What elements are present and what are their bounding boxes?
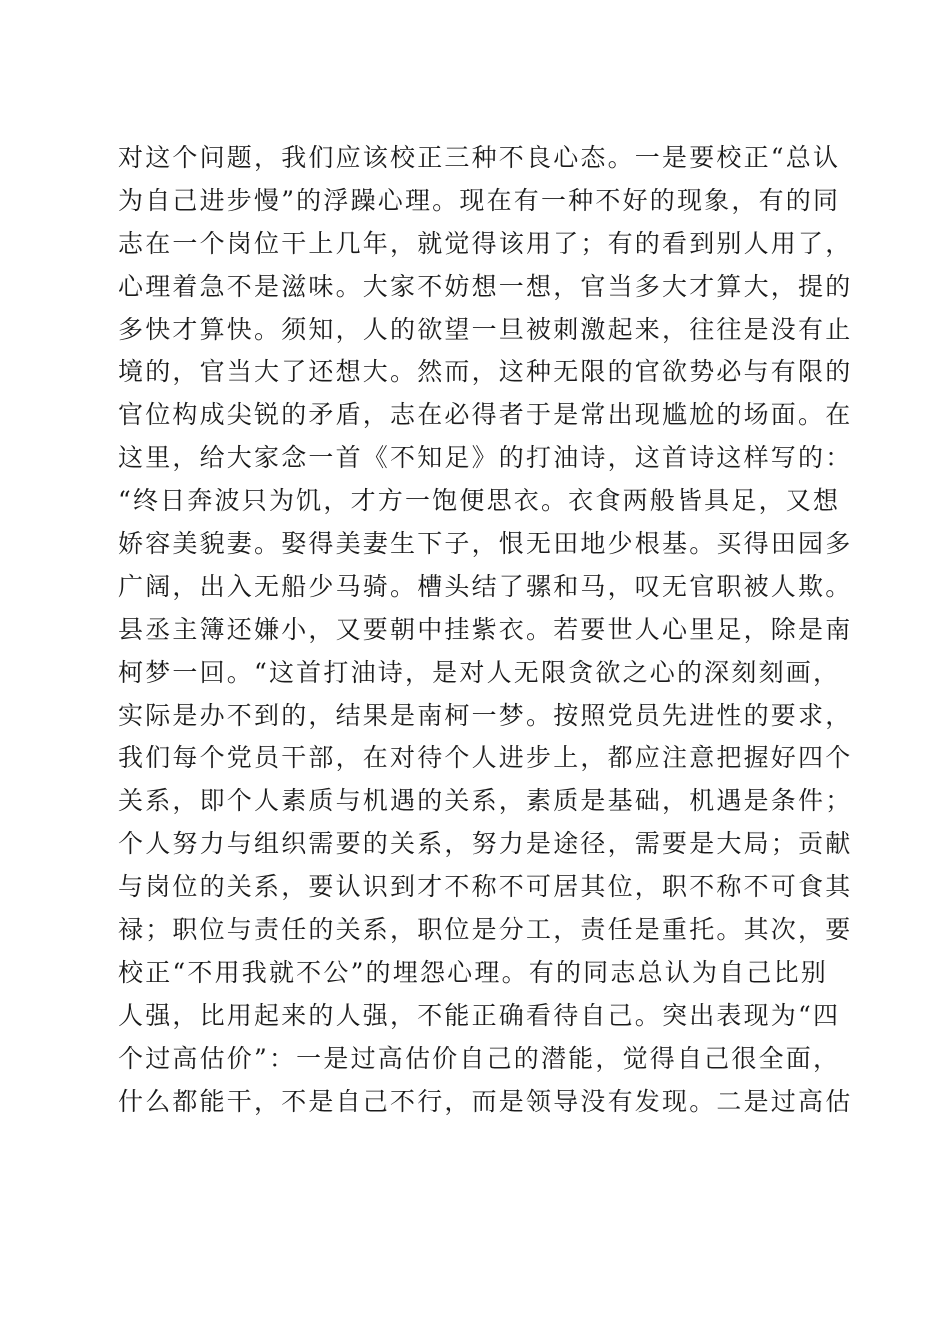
text-line: 广阔，出入无船少马骑。槽头结了骡和马，叹无官职被人欺。 — [118, 571, 853, 601]
body-text — [118, 137, 853, 1123]
text-line: 境的，官当大了还想大。然而，这种无限的官欲势必与有限的 — [118, 357, 853, 387]
text-line: 与岗位的关系，要认识到才不称不可居其位，职不称不可食其 — [118, 872, 853, 902]
text-line: 柯梦一回。“这首打油诗，是对人无限贪欲之心的深刻刻画， — [118, 657, 841, 687]
text-line: 为自己进步慢”的浮躁心理。现在有一种不好的现象，有的同 — [118, 185, 841, 215]
text-line: 多快才算快。须知，人的欲望一旦被刺激起来，往往是没有止 — [118, 314, 853, 344]
text-line: 个人努力与组织需要的关系，努力是途径，需要是大局；贡献 — [118, 829, 853, 859]
text-line: 这里，给大家念一首《不知足》的打油诗，这首诗这样写的： — [118, 443, 853, 473]
text-line: 人强，比用起来的人强，不能正确看待自己。突出表现为“四 — [118, 1000, 841, 1030]
text-line: 个过高估价”：一是过高估价自己的潜能，觉得自己很全面， — [118, 1043, 841, 1073]
text-line: 禄；职位与责任的关系，职位是分工，责任是重托。其次，要 — [118, 915, 853, 945]
text-line: 官位构成尖锐的矛盾，志在必得者于是常出现尴尬的场面。在 — [118, 400, 853, 430]
text-line: “终日奔波只为饥，才方一饱便思衣。衣食两般皆具足，又想 — [118, 486, 841, 516]
text-line: 实际是办不到的，结果是南柯一梦。按照党员先进性的要求， — [118, 700, 853, 730]
text-line: 校正“不用我就不公”的埋怨心理。有的同志总认为自己比别 — [118, 957, 828, 987]
text-line: 什么都能干，不是自己不行，而是领导没有发现。二是过高估 — [118, 1086, 853, 1116]
text-line: 心理着急不是滋味。大家不妨想一想，官当多大才算大，提的 — [118, 271, 853, 301]
text-line: 志在一个岗位干上几年，就觉得该用了；有的看到别人用了， — [118, 228, 853, 258]
text-line: 县丞主簿还嫌小，又要朝中挂紫衣。若要世人心里足，除是南 — [118, 614, 853, 644]
text-line: 娇容美貌妻。娶得美妻生下子，恨无田地少根基。买得田园多 — [118, 529, 853, 559]
text-line: 关系，即个人素质与机遇的关系，素质是基础，机遇是条件； — [118, 786, 853, 816]
text-line: 我们每个党员干部，在对待个人进步上，都应注意把握好四个 — [118, 743, 853, 773]
text-line: 对这个问题，我们应该校正三种不良心态。一是要校正“总认 — [118, 143, 841, 172]
